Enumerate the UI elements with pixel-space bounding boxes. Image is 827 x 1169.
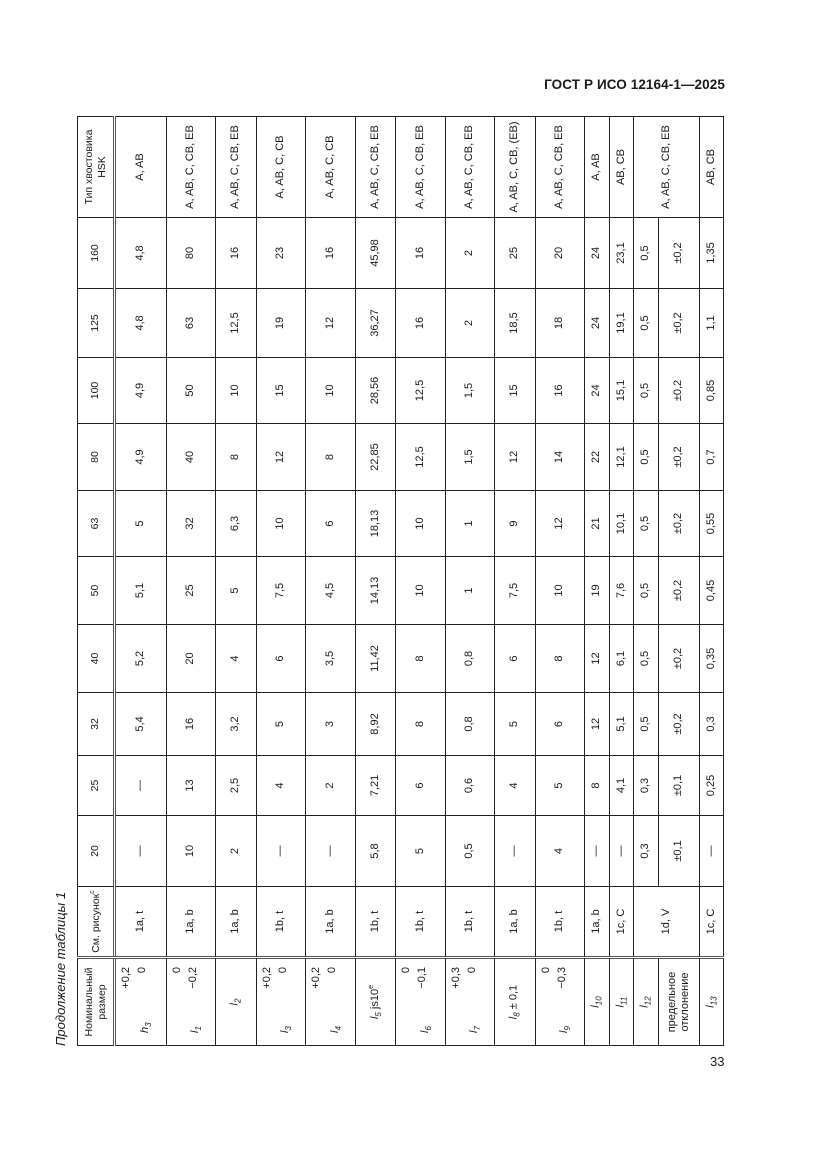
value-cell: 32 — [167, 491, 216, 557]
nominal-size-cell — [356, 958, 396, 1046]
value-cell: 10 — [396, 557, 446, 625]
value-cell: 36,27 — [356, 289, 396, 358]
figure-ref: 1b, t — [396, 887, 446, 958]
value-cell: 0,5 — [634, 358, 659, 424]
table-row — [257, 117, 306, 1046]
value-cell: 1,1 — [700, 289, 724, 358]
value-cell: 0,5 — [634, 557, 659, 625]
value-cell: 5,1 — [610, 693, 634, 756]
header-size: 40 — [78, 625, 115, 693]
header-size: 100 — [78, 358, 115, 424]
value-cell: — — [585, 816, 610, 887]
value-cell: 25 — [495, 218, 536, 289]
value-cell: 0,5 — [446, 816, 495, 887]
hsk-type-cell: A, AB, C, CB, EB — [536, 117, 585, 218]
value-cell: 15 — [257, 358, 306, 424]
hsk-type-cell: AB, CB — [700, 117, 724, 218]
value-cell: 23 — [257, 218, 306, 289]
table-row — [495, 117, 536, 1046]
dimension-symbol: $l_4$ — [328, 1026, 343, 1033]
value-cell: 12 — [495, 424, 536, 491]
value-cell: 80 — [167, 218, 216, 289]
value-cell: 0,5 — [634, 424, 659, 491]
value-cell: ±0,2 — [659, 557, 700, 625]
figure-ref: 1b, t — [536, 887, 585, 958]
value-cell: 12,5 — [396, 358, 446, 424]
value-cell: 0,5 — [634, 693, 659, 756]
table-row — [216, 117, 257, 1046]
value-cell: 50 — [167, 358, 216, 424]
figure-ref: 1a, b — [306, 887, 356, 958]
value-cell: 2 — [446, 218, 495, 289]
figure-ref: 1a, b — [495, 887, 536, 958]
nominal-size-cell — [446, 958, 495, 1046]
figure-ref: 1a, b — [216, 887, 257, 958]
dimension-symbol: $l_{12}$ — [638, 996, 653, 1008]
value-cell: ±0,2 — [659, 693, 700, 756]
nominal-size-cell — [700, 958, 724, 1046]
hsk-type-cell: A, AB, C, CB, EB — [167, 117, 216, 218]
hsk-type-cell: A, AB, C, CB, EB — [216, 117, 257, 218]
hsk-type-cell: A, AB, C, CB, EB — [446, 117, 495, 218]
value-cell: 5 — [495, 693, 536, 756]
dimensions-table — [77, 116, 724, 1046]
value-cell: 4,9 — [115, 424, 167, 491]
value-cell: 4,8 — [115, 218, 167, 289]
value-cell: 2 — [216, 816, 257, 887]
tolerance: 0 −0,3 — [540, 967, 568, 989]
value-cell: 12 — [257, 424, 306, 491]
value-cell: 12 — [585, 625, 610, 693]
value-cell: 6 — [536, 693, 585, 756]
table-row — [115, 117, 167, 1046]
value-cell: 19 — [585, 557, 610, 625]
value-cell: 8 — [396, 693, 446, 756]
nominal-size-cell — [536, 958, 585, 1046]
value-cell: 8 — [585, 756, 610, 816]
table-row — [536, 117, 585, 1046]
figure-ref: 1b, t — [356, 887, 396, 958]
header-size: 63 — [78, 491, 115, 557]
nominal-size-cell — [216, 958, 257, 1046]
value-cell: — — [495, 816, 536, 887]
hsk-type-cell: A, AB, C, CB, EB — [396, 117, 446, 218]
value-cell: 12 — [306, 289, 356, 358]
value-cell: 15 — [495, 358, 536, 424]
header-size: 50 — [78, 557, 115, 625]
hsk-type-cell: A, AB, C, CB, EB — [356, 117, 396, 218]
value-cell: 5 — [115, 491, 167, 557]
hsk-type-cell: A, AB — [115, 117, 167, 218]
header-size: 25 — [78, 756, 115, 816]
value-cell: 4,5 — [306, 557, 356, 625]
value-cell: 8 — [396, 625, 446, 693]
value-cell: 9 — [495, 491, 536, 557]
value-cell: 3 — [306, 693, 356, 756]
header-hsk-type: Тип хвостовика HSK — [78, 117, 115, 218]
value-cell: 0,3 — [634, 816, 659, 887]
value-cell: 12,5 — [396, 424, 446, 491]
value-cell: 10 — [257, 491, 306, 557]
value-cell: 16 — [396, 218, 446, 289]
value-cell: 5,2 — [115, 625, 167, 693]
value-cell: ±0,2 — [659, 289, 700, 358]
value-cell: 24 — [585, 358, 610, 424]
table-row — [700, 117, 724, 1046]
nominal-size-cell — [495, 958, 536, 1046]
value-cell: 6,3 — [216, 491, 257, 557]
value-cell: 6 — [396, 756, 446, 816]
header-row — [78, 117, 115, 1046]
value-cell: 0,5 — [634, 625, 659, 693]
page-number: 33 — [710, 1054, 725, 1069]
value-cell: ±0,2 — [659, 491, 700, 557]
table-row — [356, 117, 396, 1046]
value-cell: 4,8 — [115, 289, 167, 358]
value-cell: 4 — [257, 756, 306, 816]
value-cell: 5 — [396, 816, 446, 887]
value-cell: 16 — [536, 358, 585, 424]
value-cell: 6 — [306, 491, 356, 557]
value-cell: 24 — [585, 289, 610, 358]
value-cell: ±0,1 — [659, 756, 700, 816]
header-nominal: Номинальный размер — [78, 958, 115, 1046]
rotated-table-container — [53, 117, 723, 1046]
value-cell: 1,5 — [446, 424, 495, 491]
header-size: 32 — [78, 693, 115, 756]
header-figure — [78, 887, 115, 958]
value-cell: 22,85 — [356, 424, 396, 491]
value-cell: 0,45 — [700, 557, 724, 625]
value-cell: 20 — [536, 218, 585, 289]
value-cell: ±0,2 — [659, 218, 700, 289]
value-cell: 8 — [216, 424, 257, 491]
hsk-type-cell: A, AB, C, CB, (EB) — [495, 117, 536, 218]
value-cell: 24 — [585, 218, 610, 289]
figure-ref: 1c, C — [610, 887, 634, 958]
nominal-size-cell — [257, 958, 306, 1046]
header-size: 160 — [78, 218, 115, 289]
value-cell: 18,13 — [356, 491, 396, 557]
value-cell: — — [115, 756, 167, 816]
nominal-size-cell — [585, 958, 610, 1046]
value-cell: 5,8 — [356, 816, 396, 887]
tolerance: +0,2 0 — [310, 967, 338, 989]
value-cell: 1 — [446, 491, 495, 557]
table-row — [610, 117, 634, 1046]
figure-ref: 1a, b — [167, 887, 216, 958]
value-cell: 2 — [306, 756, 356, 816]
value-cell: 16 — [306, 218, 356, 289]
value-cell: 7,5 — [495, 557, 536, 625]
value-cell: 0,35 — [700, 625, 724, 693]
value-cell: 10,1 — [610, 491, 634, 557]
table-row — [306, 117, 356, 1046]
nominal-size-cell — [634, 958, 659, 1046]
value-cell: 12 — [536, 491, 585, 557]
value-cell: 40 — [167, 424, 216, 491]
table-row — [446, 117, 495, 1046]
value-cell: ±0,2 — [659, 358, 700, 424]
value-cell: 0,25 — [700, 756, 724, 816]
value-cell: ±0,2 — [659, 625, 700, 693]
value-cell: 6 — [495, 625, 536, 693]
tolerance: +0,2 0 — [120, 967, 148, 989]
value-cell: 2,5 — [216, 756, 257, 816]
value-cell: 21 — [585, 491, 610, 557]
value-cell: 0,5 — [634, 289, 659, 358]
value-cell: 0,5 — [634, 218, 659, 289]
value-cell: 0,6 — [446, 756, 495, 816]
dimension-symbol: $l_6$ — [418, 1026, 433, 1033]
value-cell: 15,1 — [610, 358, 634, 424]
value-cell: 45,98 — [356, 218, 396, 289]
value-cell: 16 — [216, 218, 257, 289]
value-cell: 25 — [167, 557, 216, 625]
value-cell: 0,55 — [700, 491, 724, 557]
nominal-size-cell — [610, 958, 634, 1046]
tolerance: 0 −0,1 — [400, 967, 428, 989]
value-cell: 8,92 — [356, 693, 396, 756]
dimension-symbol: $l_8 \pm 0,1$ — [507, 984, 522, 1020]
value-cell: 6 — [257, 625, 306, 693]
value-cell: 16 — [167, 693, 216, 756]
value-cell: 4 — [495, 756, 536, 816]
value-cell: — — [306, 816, 356, 887]
value-cell: 28,56 — [356, 358, 396, 424]
figure-ref: 1a, t — [115, 887, 167, 958]
value-cell: 12,5 — [216, 289, 257, 358]
value-cell: 3,5 — [306, 625, 356, 693]
table-row — [634, 117, 659, 1046]
value-cell: 4 — [216, 625, 257, 693]
value-cell: 12 — [585, 693, 610, 756]
value-cell: 0,7 — [700, 424, 724, 491]
table-row — [167, 117, 216, 1046]
hsk-type-cell: A, AB, C, CB — [257, 117, 306, 218]
value-cell: — — [257, 816, 306, 887]
value-cell: 14,13 — [356, 557, 396, 625]
nominal-size-cell — [306, 958, 356, 1046]
value-cell: 10 — [167, 816, 216, 887]
value-cell: 2 — [446, 289, 495, 358]
dimension-symbol: $l_{13}$ — [704, 996, 719, 1008]
value-cell: 0,5 — [634, 491, 659, 557]
value-cell: 12,1 — [610, 424, 634, 491]
value-cell: 1,35 — [700, 218, 724, 289]
value-cell: 5 — [536, 756, 585, 816]
value-cell: 10 — [306, 358, 356, 424]
value-cell: 13 — [167, 756, 216, 816]
value-cell: 63 — [167, 289, 216, 358]
value-cell: — — [700, 816, 724, 887]
nominal-size-cell — [115, 958, 167, 1046]
dimension-symbol: $l_{10}$ — [589, 996, 604, 1008]
table-caption: Продолжение таблицы 1 — [53, 891, 68, 1046]
dimension-symbol: $l_2$ — [228, 998, 243, 1006]
hsk-type-cell: A, AB — [585, 117, 610, 218]
figure-ref: 1c, C — [700, 887, 724, 958]
value-cell: 5 — [257, 693, 306, 756]
tolerance: +0,2 0 — [261, 967, 289, 989]
value-cell: 1,5 — [446, 358, 495, 424]
value-cell: 20 — [167, 625, 216, 693]
value-cell: 1 — [446, 557, 495, 625]
header-figure-label: См. рисунок — [89, 893, 102, 953]
value-cell: 4,1 — [610, 756, 634, 816]
header-size: 80 — [78, 424, 115, 491]
hsk-type-cell: AB, CB — [610, 117, 634, 218]
value-cell: 23,1 — [610, 218, 634, 289]
nominal-size-cell — [396, 958, 446, 1046]
value-cell: 19 — [257, 289, 306, 358]
dimension-symbol: $l_3$ — [278, 1026, 293, 1033]
value-cell: 11,42 — [356, 625, 396, 693]
figure-ref: 1b, t — [446, 887, 495, 958]
table-row — [396, 117, 446, 1046]
value-cell: 6,1 — [610, 625, 634, 693]
hsk-type-cell: A, AB, C, CB — [306, 117, 356, 218]
footnote-marker: c — [88, 890, 96, 894]
tolerance: 0 −0,2 — [171, 967, 199, 989]
value-cell: 18,5 — [495, 289, 536, 358]
dimension-symbol: $h_3$ — [138, 1022, 153, 1033]
value-cell: 19,1 — [610, 289, 634, 358]
value-cell: 4,9 — [115, 358, 167, 424]
dimension-symbol: $l_1$ — [188, 1026, 203, 1033]
value-cell: 18 — [536, 289, 585, 358]
dimension-symbol: $l_{11}$ — [614, 996, 629, 1008]
value-cell: 7,6 — [610, 557, 634, 625]
value-cell: 16 — [396, 289, 446, 358]
value-cell: 14 — [536, 424, 585, 491]
header-size: 125 — [78, 289, 115, 358]
value-cell: 0,8 — [446, 625, 495, 693]
dimension-symbol: $l_7$ — [467, 1026, 482, 1033]
value-cell: 0,85 — [700, 358, 724, 424]
table-row — [585, 117, 610, 1046]
dimension-symbol: $l_9$ — [557, 1026, 572, 1033]
hsk-type-cell: A, AB, C, CB, EB — [634, 117, 700, 218]
value-cell: 8 — [306, 424, 356, 491]
nominal-size-cell — [167, 958, 216, 1046]
value-cell: 22 — [585, 424, 610, 491]
value-cell: — — [610, 816, 634, 887]
value-cell: 10 — [536, 557, 585, 625]
value-cell: — — [115, 816, 167, 887]
value-cell: 10 — [216, 358, 257, 424]
value-cell: ±0,2 — [659, 424, 700, 491]
value-cell: 10 — [396, 491, 446, 557]
tolerance: +0,3 0 — [450, 967, 478, 989]
value-cell: 7,21 — [356, 756, 396, 816]
value-cell: 0,3 — [634, 756, 659, 816]
value-cell: 5,4 — [115, 693, 167, 756]
value-cell: 3,2 — [216, 693, 257, 756]
figure-ref: 1a, b — [585, 887, 610, 958]
figure-ref: 1b, t — [257, 887, 306, 958]
figure-ref: 1d, V — [634, 887, 700, 958]
standard-id-header: ГОСТ Р ИСО 12164-1—2025 — [544, 77, 725, 92]
header-size: 20 — [78, 816, 115, 887]
value-cell: ±0,1 — [659, 816, 700, 887]
value-cell: 5,1 — [115, 557, 167, 625]
dimension-symbol: $l_5$ js10e — [367, 984, 383, 1020]
value-cell: 5 — [216, 557, 257, 625]
value-cell: 4 — [536, 816, 585, 887]
value-cell: 7,5 — [257, 557, 306, 625]
value-cell: 8 — [536, 625, 585, 693]
deviation-label: предельное отклонение — [659, 958, 700, 1046]
value-cell: 0,3 — [700, 693, 724, 756]
value-cell: 0,8 — [446, 693, 495, 756]
